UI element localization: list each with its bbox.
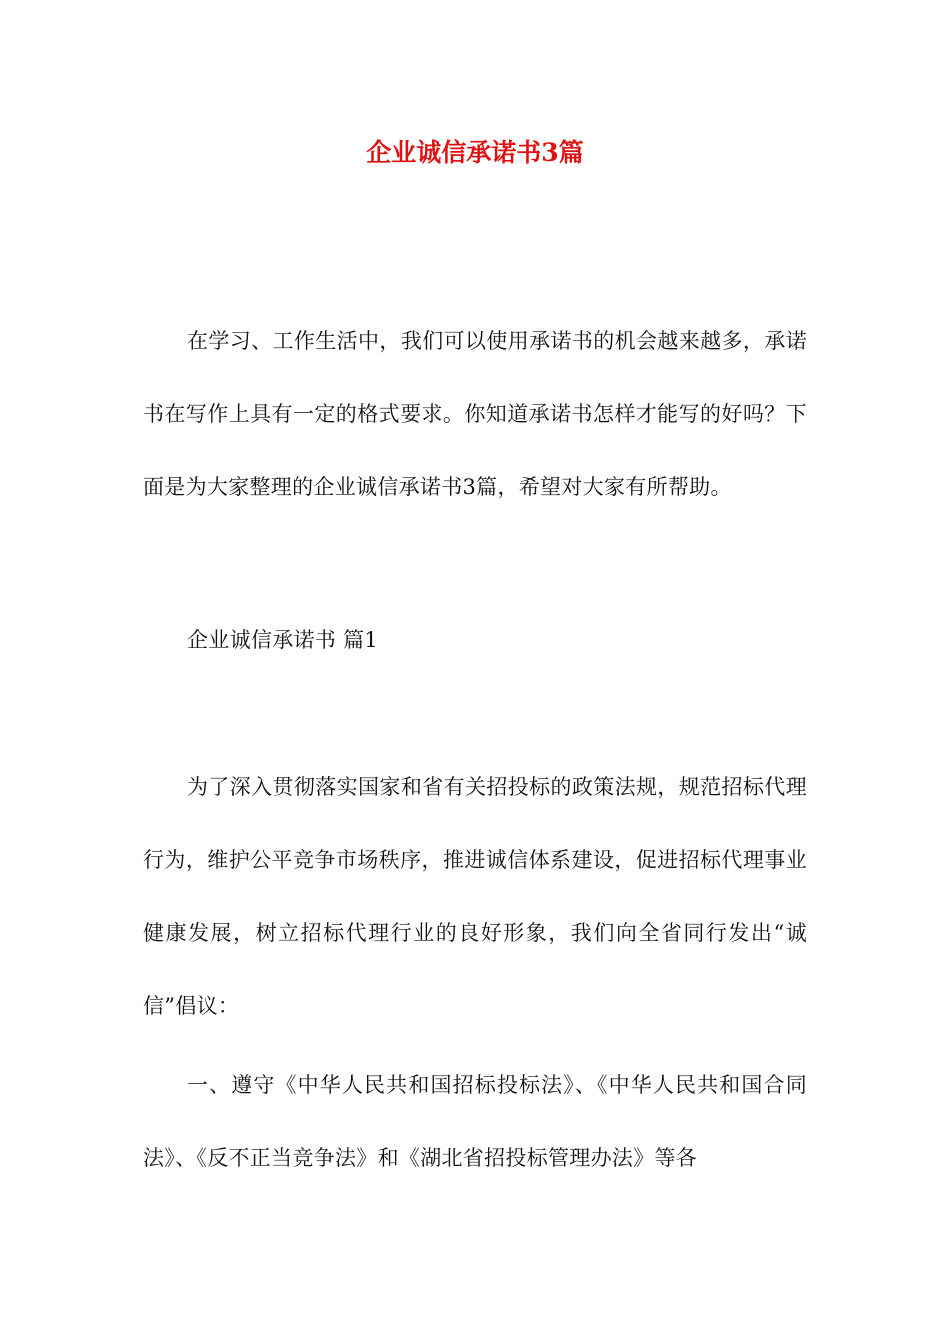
body-paragraph: 为了深入贯彻落实国家和省有关招投标的政策法规，规范招标代理行为，维护公平竞争市场秩序，推进诚信体系建设，促进招标代理事业健康发展，树立招标代理行业的良好形象，我们向全省同行发出“诚信”倡议：	[143, 775, 807, 1018]
intro-paragraph: 在学习、工作生活中，我们可以使用承诺书的机会越来越多，承诺书在写作上具有一定的格式要求。你知道承诺书怎样才能写的好吗？下面是为大家整理的企业诚信承诺书3篇，希望对大家有所帮助。	[143, 329, 807, 499]
document-title: 企业诚信承诺书3篇	[366, 138, 584, 167]
body-paragraph-clause-1: 一、遵守《中华人民共和国招标投标法》、《中华人民共和国合同法》、《反不正当竞争法》和《湖北省招投标管理办法》等各	[143, 1073, 807, 1170]
section-heading: 企业诚信承诺书 篇1	[187, 628, 379, 652]
